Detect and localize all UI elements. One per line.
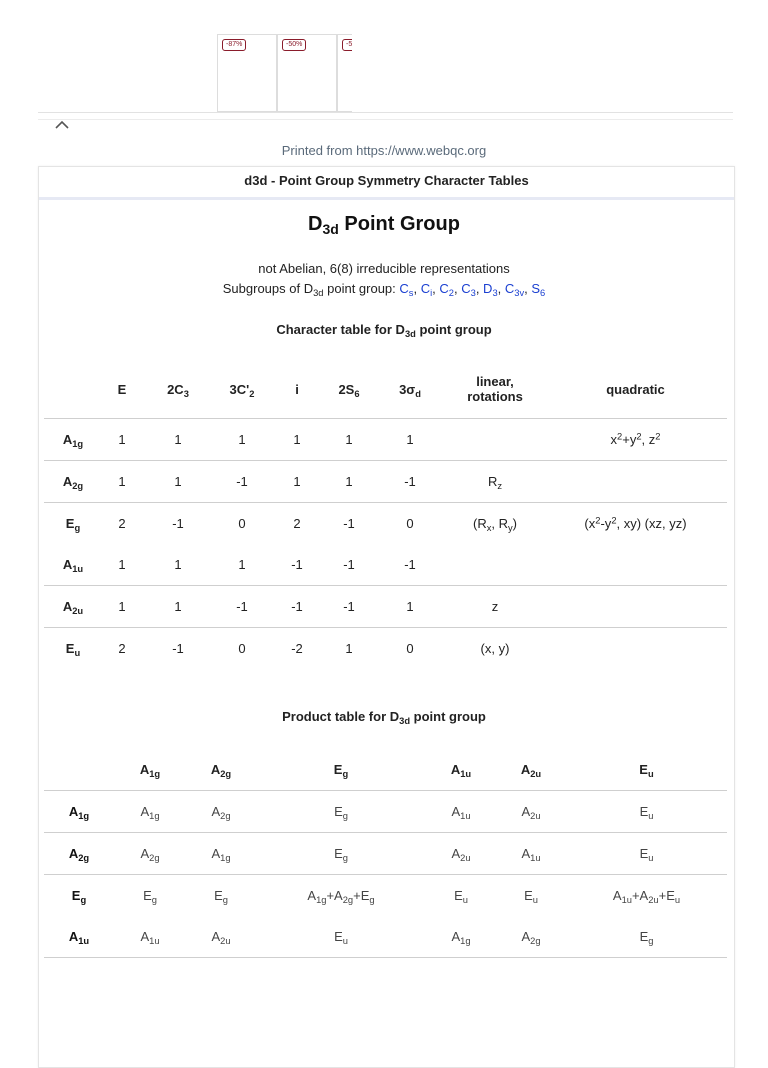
table-cell: $E_g$: [143, 888, 157, 905]
column-header: $A_{2u}$: [496, 749, 566, 791]
subgroup-link[interactable]: $C_s$: [399, 281, 414, 298]
table-cell: 2: [118, 641, 126, 656]
row-label: $A_{1u}$: [44, 916, 114, 958]
table-cell: 1: [374, 419, 446, 461]
subgroup-link[interactable]: $C_2$: [439, 281, 454, 298]
row-label: $A_{2g}$: [44, 461, 102, 503]
table-cell: 1: [102, 419, 142, 461]
subgroup-link[interactable]: $C_3$: [461, 281, 476, 298]
table-cell: $A_{2u}$: [496, 791, 566, 833]
table-cell: 1: [102, 461, 142, 503]
table-row: [44, 419, 727, 461]
table-cell: $E_u$: [454, 888, 468, 905]
table-cell: -1: [270, 586, 324, 628]
printed-from-text: Printed from https://www.webqc.org: [281, 143, 487, 158]
column-header: E: [102, 360, 142, 419]
table-cell: $A_{2g}$: [186, 791, 256, 833]
table-cell: [544, 628, 727, 670]
subgroup-link[interactable]: $C_i$: [420, 281, 433, 298]
table-cell: 0: [238, 516, 246, 531]
column-header: $2S_6$: [324, 360, 374, 419]
column-header: quadratic: [544, 360, 727, 419]
table-cell: 1: [142, 586, 214, 628]
character-table-title: Character table for $D_{3d}$ point group: [276, 322, 492, 339]
table-cell: $A_{1u}$: [426, 791, 496, 833]
column-header: $E_u$: [566, 749, 727, 791]
row-label: $E_g$: [71, 888, 87, 905]
table-cell: [544, 586, 727, 628]
table-row: [44, 503, 727, 545]
subgroup-link[interactable]: $D_3$: [483, 281, 498, 298]
ad-card[interactable]: [277, 34, 337, 112]
divider: [38, 119, 733, 120]
discount-badge: -50%: [282, 39, 306, 51]
table-cell: $A_{1u}+A_{2u}+E_u$: [612, 888, 681, 905]
table-cell: 1: [270, 461, 324, 503]
table-cell: $E_g$: [256, 791, 426, 833]
table-cell: 2: [293, 516, 301, 531]
product-table-title: Product table for $D_{3d}$ point group: [282, 709, 486, 726]
table-cell: $E_g$: [214, 888, 228, 905]
column-header: [44, 360, 102, 419]
table-cell: -1: [374, 544, 446, 586]
table-cell: -1: [172, 516, 184, 531]
column-header: linear, rotations: [446, 360, 544, 419]
table-cell: (x, y): [480, 641, 510, 656]
column-header: $A_{1u}$: [426, 749, 496, 791]
discount-badge: -87%: [222, 39, 246, 51]
table-cell: -1: [214, 461, 270, 503]
card-header: d3d - Point Group Symmetry Character Tables: [39, 167, 734, 200]
table-cell: $A_{1g}$: [426, 916, 496, 958]
character-table: [44, 360, 727, 669]
table-cell: $A_{2g}$: [114, 833, 186, 875]
table-cell: z: [446, 586, 544, 628]
table-cell: -1: [374, 461, 446, 503]
table-cell: [544, 461, 727, 503]
table-cell: [446, 544, 544, 586]
table-cell: 1: [102, 586, 142, 628]
table-cell: 1: [214, 419, 270, 461]
table-cell: -1: [270, 544, 324, 586]
row-label: $A_{2u}$: [44, 586, 102, 628]
table-cell: 2: [118, 516, 126, 531]
table-cell: ($x^2-y^2$, xy) (xz, yz): [584, 515, 687, 531]
row-label: $A_{1u}$: [44, 544, 102, 586]
table-cell: $E_u$: [524, 888, 538, 905]
table-cell: $A_{2g}$: [496, 916, 566, 958]
row-label: $E_u$: [65, 641, 81, 658]
column-header: i: [270, 360, 324, 419]
table-cell: $x^2+y^2$, $z^2$: [544, 419, 727, 461]
table-cell: [446, 419, 544, 461]
table-cell: 1: [142, 544, 214, 586]
table-row: [44, 875, 727, 917]
table-cell: 1: [214, 544, 270, 586]
subgroup-link[interactable]: $C_{3v}$: [504, 281, 525, 298]
table-cell: -1: [324, 586, 374, 628]
column-header: $2C_3$: [142, 360, 214, 419]
column-header: [44, 749, 114, 791]
table-cell: $A_{1g}+A_{2g}+E_g$: [307, 888, 375, 905]
table-cell: 0: [238, 641, 246, 656]
table-cell: 1: [374, 586, 446, 628]
chevron-up-icon[interactable]: [54, 118, 70, 132]
table-cell: 1: [102, 544, 142, 586]
table-cell: 0: [406, 641, 414, 656]
table-row: [44, 461, 727, 503]
column-header: $A_{2g}$: [186, 749, 256, 791]
table-cell: -2: [291, 641, 303, 656]
table-cell: $E_u$: [566, 791, 727, 833]
table-cell: -1: [343, 516, 355, 531]
table-cell: $A_{1g}$: [114, 791, 186, 833]
table-cell: -1: [172, 641, 184, 656]
table-cell: 1: [324, 419, 374, 461]
column-header: $A_{1g}$: [114, 749, 186, 791]
table-cell: -1: [214, 586, 270, 628]
table-cell: 1: [324, 461, 374, 503]
table-cell: $A_{1g}$: [186, 833, 256, 875]
table-cell: $A_{1u}$: [114, 916, 186, 958]
abelian-info: not Abelian, 6(8) irreducible representations: [258, 261, 510, 276]
table-cell: $R_z$: [446, 461, 544, 503]
table-cell: 1: [142, 419, 214, 461]
table-cell: $A_{2u}$: [186, 916, 256, 958]
divider: [38, 112, 733, 113]
table-row: [44, 586, 727, 628]
column-header: $3\sigma_d$: [374, 360, 446, 419]
table-row: [44, 833, 727, 875]
table-cell: 1: [270, 419, 324, 461]
column-header: $3C'_2$: [214, 360, 270, 419]
table-cell: $A_{2u}$: [426, 833, 496, 875]
table-row: [44, 791, 727, 833]
ad-card[interactable]: [217, 34, 277, 112]
table-cell: $E_g$: [566, 916, 727, 958]
ad-card[interactable]: [337, 34, 352, 112]
column-header: $E_g$: [256, 749, 426, 791]
row-label: $E_g$: [65, 516, 81, 533]
table-cell: $E_g$: [256, 833, 426, 875]
table-cell: 1: [142, 461, 214, 503]
row-label: $A_{1g}$: [44, 419, 102, 461]
table-row: [44, 628, 727, 670]
table-cell: 0: [406, 516, 414, 531]
table-row: [44, 916, 727, 958]
table-cell: ($R_x$, $R_y$): [472, 516, 518, 533]
table-row: [44, 544, 727, 586]
page-title: $D_{3d}$ Point Group: [308, 213, 460, 238]
subgroup-link[interactable]: $S_6$: [531, 281, 546, 298]
row-label: $A_{2g}$: [44, 833, 114, 875]
table-cell: $A_{1u}$: [496, 833, 566, 875]
product-table: [44, 749, 727, 958]
table-cell: -1: [324, 544, 374, 586]
table-cell: $E_u$: [256, 916, 426, 958]
table-cell: 1: [345, 641, 353, 656]
subgroups-line: Subgroups of $D_{3d}$ point group: $C_s$, $C_i$, $C_2$, $C_3$, $D_3$, $C_{3v}$, $S_6$: [222, 281, 546, 298]
table-cell: $E_u$: [566, 833, 727, 875]
row-label: $A_{1g}$: [44, 791, 114, 833]
ad-strip[interactable]: [217, 34, 352, 112]
table-cell: [544, 544, 727, 586]
discount-badge: -5: [342, 39, 352, 51]
